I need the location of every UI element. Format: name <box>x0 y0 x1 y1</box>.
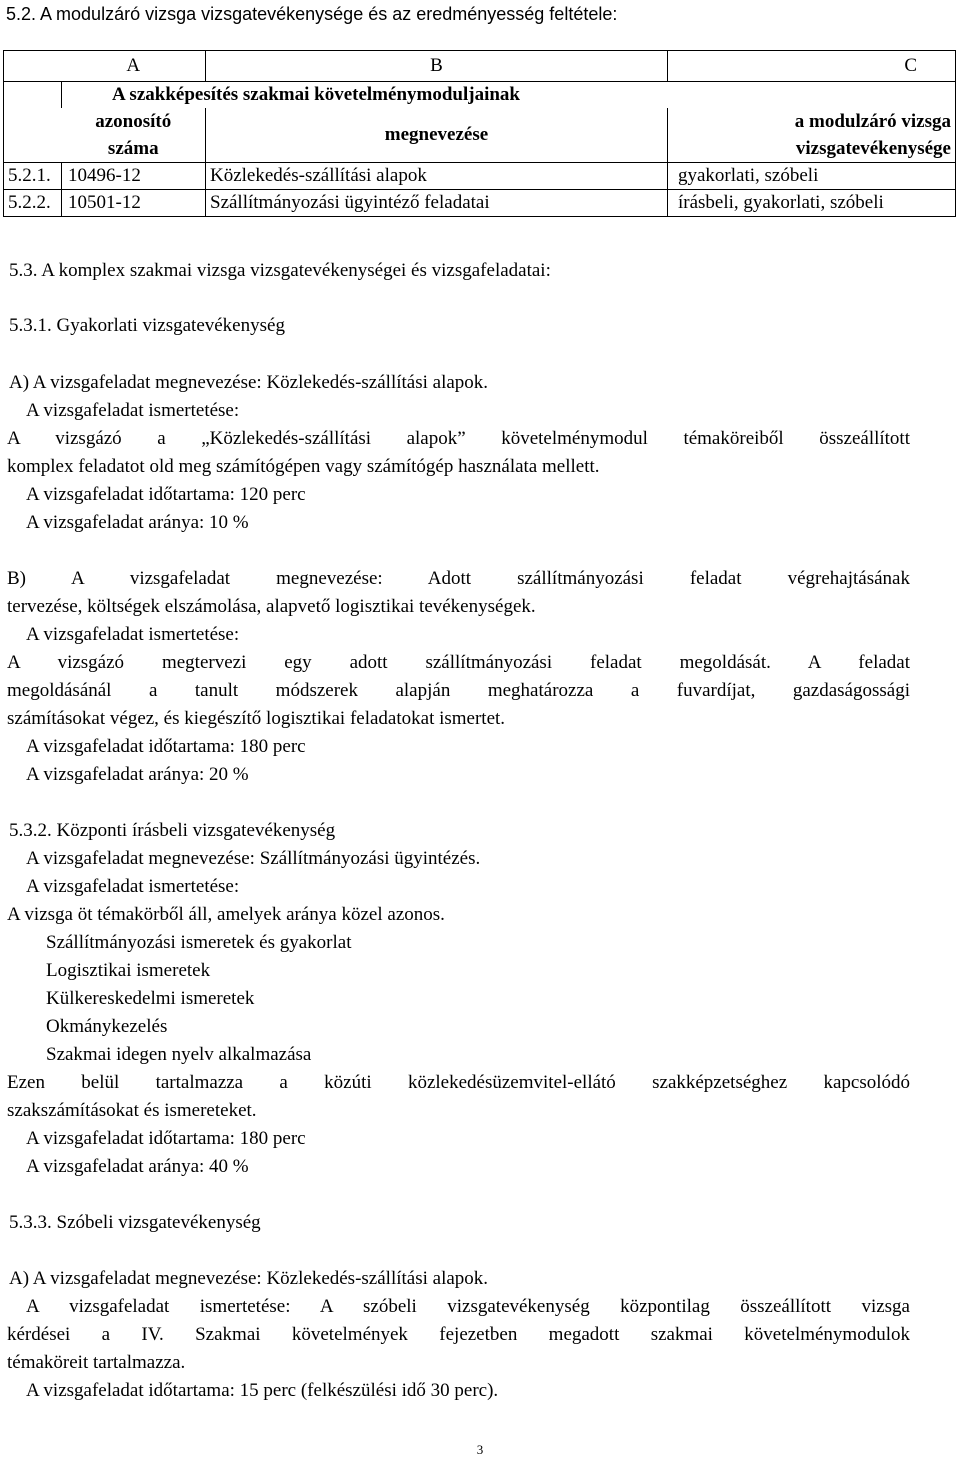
task-b-ratio: A vizsgafeladat aránya: 20 % <box>26 764 249 785</box>
col-header-activity-line2: vizsgatevékenysége <box>795 138 951 159</box>
row-module-name: Szállítmányozási ügyintéző feladatai <box>206 190 668 217</box>
col-letter-b: B <box>206 51 668 82</box>
task-b-desc-line1: A vizsgázó megtervezi egy adott szállítmányozási feladat megoldását. A feladat <box>7 652 910 673</box>
oral-task-time: A vizsgafeladat időtartama: 15 perc (felkészülési idő 30 perc). <box>26 1380 499 1401</box>
col-header-activity <box>668 108 956 163</box>
row-module-id: 10496-12 <box>62 163 206 190</box>
task-b-desc-label: A vizsgafeladat ismertetése: <box>26 624 240 645</box>
row-number: 5.2.2. <box>4 190 62 217</box>
section-heading-5-3: 5.3. A komplex szakmai vizsga vizsgatevékenységei és vizsgafeladatai: <box>9 260 551 281</box>
topic-item: Szakmai idegen nyelv alkalmazása <box>46 1044 312 1065</box>
task-a-ratio: A vizsgafeladat aránya: 10 % <box>26 512 249 533</box>
col-header-activity-line1: a modulzáró vizsga <box>794 111 951 132</box>
table-letter-row <box>4 51 956 82</box>
col-header-id-line1: azonosító <box>95 111 172 132</box>
task-b-desc-line2: megoldásánál a tanult módszerek alapján meghatározza a fuvardíjat, gazdaságossági <box>7 680 910 701</box>
written-task-time: A vizsgafeladat időtartama: 180 perc <box>26 1128 306 1149</box>
topic-item: Szállítmányozási ismeretek és gyakorlat <box>46 932 352 953</box>
task-a-time: A vizsgafeladat időtartama: 120 perc <box>26 484 306 505</box>
col-letter-a: A <box>62 51 206 82</box>
span-header: A szakképesítés szakmai követelménymoduljainak <box>62 82 956 109</box>
col-header-id <box>62 108 206 163</box>
row-number: 5.2.1. <box>4 163 62 190</box>
table-row <box>4 190 956 217</box>
col-header-id-line2: száma <box>107 138 159 159</box>
written-task-name: A vizsgafeladat megnevezése: Szállítmányozási ügyintézés. <box>26 848 481 869</box>
table-header-row <box>4 82 956 109</box>
task-a-desc-label: A vizsgafeladat ismertetése: <box>26 400 240 421</box>
oral-task-desc-line3: témaköreit tartalmazza. <box>7 1352 186 1373</box>
oral-task-desc-line2: kérdései a IV. Szakmai követelmények fejezetben megadott szakmai követelménymodulok <box>7 1324 910 1345</box>
section-heading-5-2: 5.2. A modulzáró vizsga vizsgatevékenysége és az eredményesség feltétele: <box>6 4 618 24</box>
col-letter-c: C <box>668 51 956 82</box>
written-task-desc: A vizsga öt témakörből áll, amelyek aránya közel azonos. <box>7 904 445 925</box>
task-b-name-line1: B) A vizsgafeladat megnevezése: Adott szállítmányozási feladat végrehajtásának <box>7 568 910 589</box>
written-task-extra-line2: szakszámításokat és ismereteket. <box>7 1100 257 1121</box>
task-b-desc-line3: számításokat végez, és kiegészítő logisztikai feladatokat ismertet. <box>7 708 506 729</box>
oral-task-name: A) A vizsgafeladat megnevezése: Közlekedés-szállítási alapok. <box>9 1268 489 1289</box>
row-module-id: 10501-12 <box>62 190 206 217</box>
oral-task-desc-line1: A vizsgafeladat ismertetése: A szóbeli vizsgatevékenység központilag összeállított vizsga <box>26 1296 910 1317</box>
module-table <box>3 50 956 217</box>
row-module-activity: írásbeli, gyakorlati, szóbeli <box>668 190 956 217</box>
section-heading-5-3-3: 5.3.3. Szóbeli vizsgatevékenység <box>9 1212 261 1233</box>
col-header-name: megnevezése <box>206 108 668 163</box>
written-task-extra-line1: Ezen belül tartalmazza a közúti közlekedésüzemvitel-ellátó szakképzetséghez kapcsolódó <box>7 1072 910 1093</box>
topic-item: Okmánykezelés <box>46 1016 168 1037</box>
page-number: 3 <box>476 1442 484 1457</box>
topic-item: Külkereskedelmi ismeretek <box>46 988 255 1009</box>
written-task-ratio: A vizsgafeladat aránya: 40 % <box>26 1156 249 1177</box>
section-heading-5-3-1: 5.3.1. Gyakorlati vizsgatevékenység <box>9 315 285 336</box>
task-a-desc-line2: komplex feladatot old meg számítógépen vagy számítógép használata mellett. <box>7 456 600 477</box>
task-b-time: A vizsgafeladat időtartama: 180 perc <box>26 736 306 757</box>
topic-item: Logisztikai ismeretek <box>46 960 211 981</box>
task-a-name: A) A vizsgafeladat megnevezése: Közlekedés-szállítási alapok. <box>9 372 489 393</box>
row-module-activity: gyakorlati, szóbeli <box>668 163 956 190</box>
written-task-desc-label: A vizsgafeladat ismertetése: <box>26 876 240 897</box>
table-row <box>4 163 956 190</box>
section-heading-5-3-2: 5.3.2. Központi írásbeli vizsgatevékenység <box>9 820 336 841</box>
task-b-name-line2: tervezése, költségek elszámolása, alapvető logisztikai tevékenységek. <box>7 596 536 617</box>
table-subheader-row <box>4 108 956 163</box>
row-module-name: Közlekedés-szállítási alapok <box>206 163 668 190</box>
task-a-desc-line1: A vizsgázó a „Közlekedés-szállítási alapok” követelménymodul témaköreiből összeállított <box>7 428 910 449</box>
